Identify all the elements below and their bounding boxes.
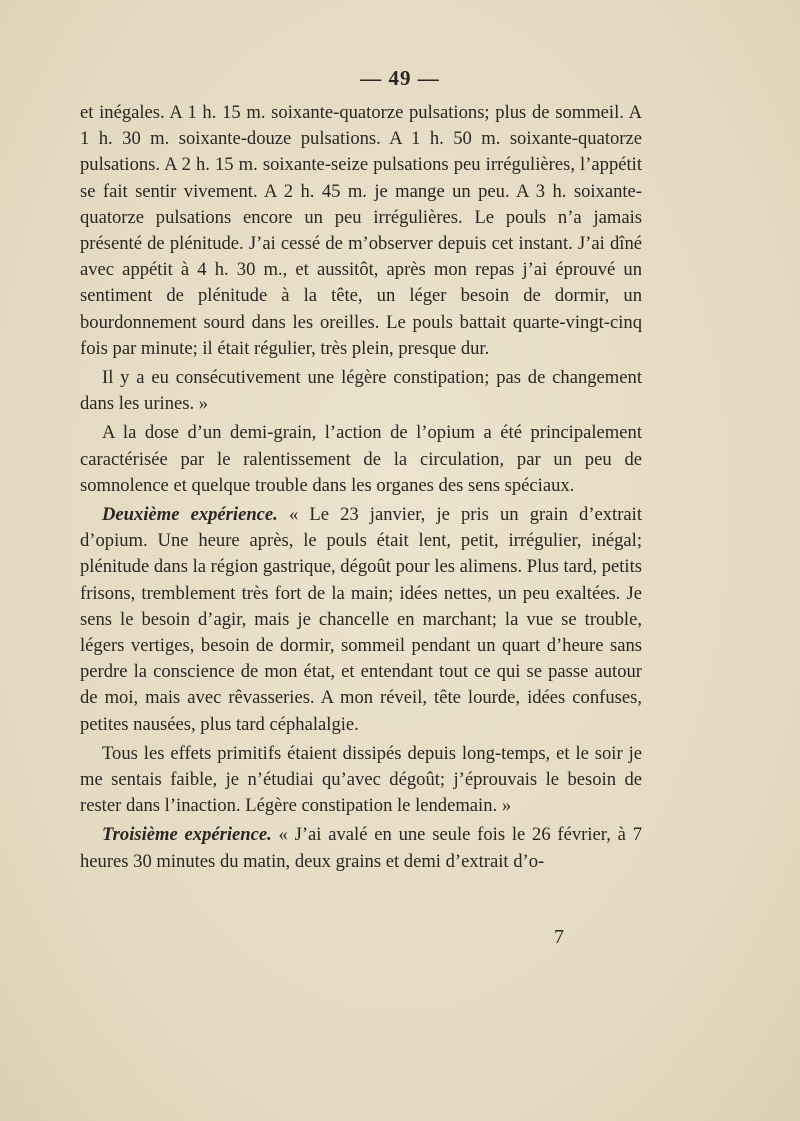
paragraph-5 [80,741,642,820]
paragraph-1 [80,100,642,362]
paragraph-4 [80,502,642,738]
paragraph-2 [80,365,642,417]
paragraph-text: Il y a eu consécutivement une légère constipation; pas de changement dans les urines. » [80,367,642,415]
signature-mark: 7 [554,926,564,948]
page-number: — 49 — [360,66,440,90]
experiment-title: Deuxième expérience. [102,504,278,526]
paragraph-text: Tous les effets primitifs étaient dissipés depuis long-temps, et le soir je me sentais faible, je n’étudiai qu’avec dégoût; j’éprouvais le besoin de rester dans l’inaction. Légère constipation le lendemain. » [80,742,642,817]
paragraph-text: « J’ai avalé en une seule fois le 26 février, à 7 heures 30 minutes du matin, deux grains et demi d’extrait d’o- [80,824,642,872]
experiment-title: Troisième expérience. [102,824,272,846]
paragraph-text: et inégales. A 1 h. 15 m. soixante-quatorze pulsations; plus de sommeil. A 1 h. 30 m. soixante-douze pulsations. A 1 h. 50 m. soixante-quatorze pulsations. A 2 h. 15 m. soixante-seize pulsations peu irrégulières, l’appétit se fait sentir vivement. A 2 h. 45 m. je mange un peu. A 3 h. soixante-quatorze pulsations encore un peu irrégulières. Le pouls n’a jamais présenté de plénitude. J’ai cessé de m’observer depuis cet instant. J’ai dîné avec appétit à 4 h. 30 m., et aussitôt, après mon repas j’ai éprouvé un sentiment de plénitude à la tête, un léger besoin de dormir, un bourdonnement sourd dans les oreilles. Le pouls battait quarte-vingt-cinq fois par minute; il était régulier, très plein, presque dur. [80,102,642,359]
paragraph-3 [80,420,642,499]
paragraph-text: « Le 23 janvier, je pris un grain d’extrait d’opium. Une heure après, le pouls était lent, petit, irrégulier, inégal; plénitude dans la région gastrique, dégoût pour les alimens. Plus tard, petits frisons, tremblement très fort de la main; idées nettes, un peu exaltées. Je sens le besoin d’agir, mais je chancelle en marchant; la vue se trouble, légers vertiges, besoin de dormir, sommeil pendant un quart d’heure sans perdre la conscience de mon état, et entendant tout ce qui se passe autour de moi, mais avec rêvasseries. A mon réveil, tête lourde, idées confuses, petites nausées, plus tard céphalalgie. [80,504,642,735]
body-text [80,100,642,875]
paragraph-6 [80,822,642,874]
paragraph-text: A la dose d’un demi-grain, l’action de l’opium a été principalement caractérisée par le ralentissement de la circulation, par un peu de somnolence et quelque trouble dans les organes des sens spéciaux. [80,422,642,496]
